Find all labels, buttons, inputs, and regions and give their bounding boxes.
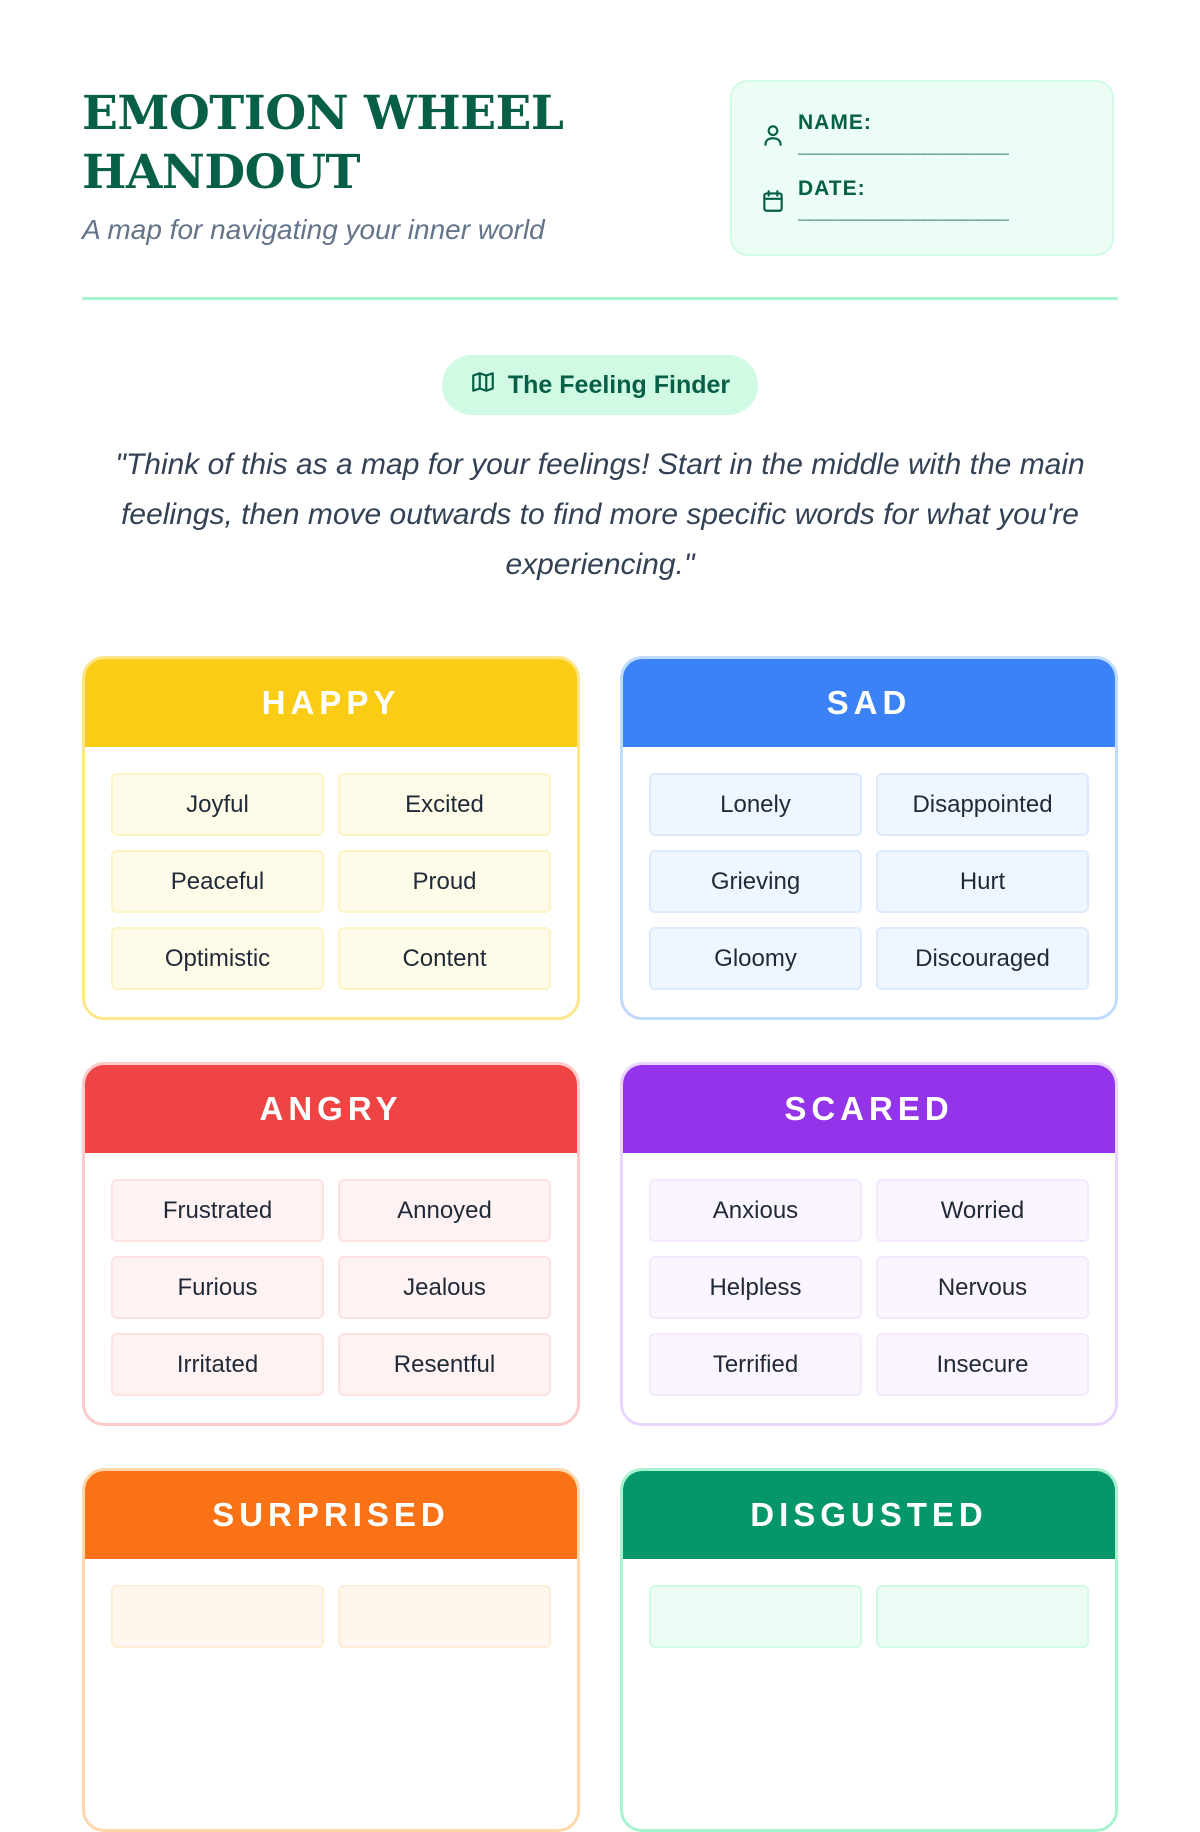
emotion-word: Gloomy: [649, 927, 862, 990]
emotion-card-title: ANGRY: [85, 1065, 577, 1153]
emotion-card-sad: [620, 656, 1118, 1020]
emotion-word: Joyful: [111, 773, 324, 836]
emotion-word: Insecure: [876, 1333, 1089, 1396]
feeling-finder-label: The Feeling Finder: [507, 370, 731, 399]
header: [82, 0, 1118, 300]
date-row: [760, 176, 1008, 222]
emotion-card-surprised: [82, 1468, 580, 1832]
page-subtitle: A map for navigating your inner world: [82, 214, 545, 245]
emotion-word: [111, 1585, 324, 1648]
emotion-word: [876, 1585, 1089, 1648]
emotion-word: Lonely: [649, 773, 862, 836]
name-label: NAME:: [798, 111, 872, 134]
emotion-word-grid: [623, 1559, 1115, 1674]
emotion-card-title: HAPPY: [85, 659, 577, 747]
emotion-word: Resentful: [338, 1333, 551, 1396]
emotion-word-grid: [623, 747, 1115, 1016]
user-icon: [760, 122, 786, 148]
emotion-word: Irritated: [111, 1333, 324, 1396]
emotion-card-angry: [82, 1062, 580, 1426]
emotion-word: Nervous: [876, 1256, 1089, 1319]
emotion-word: Annoyed: [338, 1179, 551, 1242]
finder-pill-wrap: [0, 355, 1200, 415]
emotion-word: Content: [338, 927, 551, 990]
calendar-icon: [760, 188, 786, 214]
name-date-box: [730, 80, 1114, 256]
emotion-word: Furious: [111, 1256, 324, 1319]
emotion-word: Worried: [876, 1179, 1089, 1242]
emotion-grid: [82, 656, 1118, 1832]
emotion-word-grid: [623, 1153, 1115, 1422]
emotion-word: Hurt: [876, 850, 1089, 913]
emotion-word: [338, 1585, 551, 1648]
emotion-word: [649, 1585, 862, 1648]
date-label: DATE:: [798, 177, 866, 200]
emotion-word: Proud: [338, 850, 551, 913]
emotion-word: Grieving: [649, 850, 862, 913]
emotion-word-grid: [85, 1559, 577, 1674]
emotion-word: Disappointed: [876, 773, 1089, 836]
intro-quote: "Think of this as a map for your feelings! Start in the middle with the main feelings, then move outwards to find more specific words for what you're experiencing.": [115, 448, 1085, 581]
map-icon: [470, 369, 496, 402]
emotion-word: Optimistic: [111, 927, 324, 990]
page-title: EMOTION WHEEL HANDOUT: [82, 86, 564, 200]
emotion-card-title: DISGUSTED: [623, 1471, 1115, 1559]
emotion-card-title: SCARED: [623, 1065, 1115, 1153]
emotion-card-disgusted: [620, 1468, 1118, 1832]
emotion-card-title: SURPRISED: [85, 1471, 577, 1559]
emotion-word: Discouraged: [876, 927, 1089, 990]
emotion-word-grid: [85, 747, 577, 1016]
feeling-finder-badge: [442, 355, 758, 415]
emotion-card-scared: [620, 1062, 1118, 1426]
emotion-card-happy: [82, 656, 580, 1020]
emotion-word: Jealous: [338, 1256, 551, 1319]
emotion-word: Peaceful: [111, 850, 324, 913]
emotion-word: Excited: [338, 773, 551, 836]
emotion-word-grid: [85, 1153, 577, 1422]
name-field[interactable]: ____________________: [798, 134, 1008, 157]
emotion-word: Anxious: [649, 1179, 862, 1242]
emotion-word: Helpless: [649, 1256, 862, 1319]
header-divider: [82, 297, 1118, 300]
emotion-word: Terrified: [649, 1333, 862, 1396]
emotion-word: Frustrated: [111, 1179, 324, 1242]
name-row: [760, 110, 1008, 156]
emotion-card-title: SAD: [623, 659, 1115, 747]
date-field[interactable]: ____________________: [798, 200, 1008, 223]
